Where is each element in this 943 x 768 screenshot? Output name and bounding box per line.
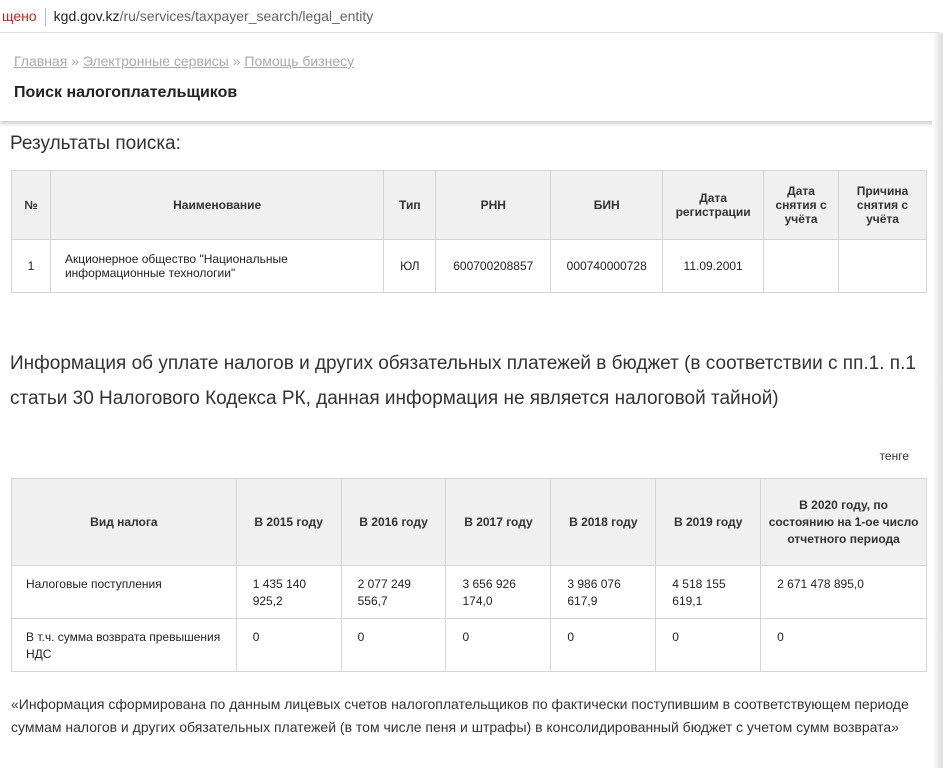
row-reg-date: 11.09.2001 [663,240,764,293]
col-reg-date: Дата регистрации [663,171,764,240]
col-tax-type: Вид налога [12,479,237,566]
col-name: Наименование [50,171,383,240]
tax-value: 0 [446,619,551,672]
row-dereg-reason [839,240,927,293]
tax-value: 3 986 076 617,9 [551,566,656,619]
page-edge-shadow [932,33,943,768]
row-name: Акционерное общество "Национальные информационные технологии" [50,240,383,293]
breadcrumb-business-help[interactable]: Помощь бизнесу [244,53,355,69]
footnote: «Информация сформирована по данным лицевых счетов налогоплательщиков по фактически поступившим в соответствующем периоде суммам налогов и других обязательных платежей (в том числе пеня и штрафы) в консолидированный бюджет с учетом сумм возврата» [11,696,909,735]
col-2019: В 2019 году [656,479,761,566]
col-type: Тип [384,171,436,240]
tax-row-label: В т.ч. сумма возврата превышения НДС [12,619,237,672]
col-rnn: РНН [436,171,551,240]
tax-value: 0 [761,619,927,672]
tax-value: 0 [656,619,761,672]
col-number: № [12,171,51,240]
col-2020: В 2020 году, по состоянию на 1-ое число отчетного периода [761,479,927,566]
col-bin: БИН [551,171,663,240]
results-heading: Результаты поиска: [10,133,181,154]
col-dereg-date: Дата снятия с учёта [764,171,839,240]
col-dereg-reason: Причина снятия с учёта [839,171,927,240]
page-header [0,33,938,121]
tax-value: 2 077 249 556,7 [341,566,446,619]
col-2017: В 2017 году [446,479,551,566]
results-header-row [12,171,927,240]
table-row [12,619,927,672]
row-type: ЮЛ [384,240,436,293]
tax-row-label: Налоговые поступления [12,566,237,619]
breadcrumb-e-services[interactable]: Электронные сервисы [82,53,229,69]
results-table [11,170,927,293]
url-path: /ru/services/taxpayer_search/legal_entity [119,8,374,24]
breadcrumb-home[interactable]: Главная [14,53,68,69]
tax-value: 0 [236,619,341,672]
row-rnn: 600700208857 [436,240,551,293]
col-2016: В 2016 году [341,479,446,566]
table-row [12,240,927,293]
tax-table [11,478,927,672]
breadcrumb-separator: » [71,53,79,69]
col-2015: В 2015 году [236,479,341,566]
row-dereg-date [764,240,839,293]
tax-value: 2 671 478 895,0 [761,566,927,619]
col-2018: В 2018 году [551,479,656,566]
row-bin: 000740000728 [551,240,663,293]
breadcrumb-separator: » [232,53,241,69]
tax-value: 0 [341,619,446,672]
breadcrumb [14,53,354,69]
page-title: Поиск налогоплательщиков [14,84,238,101]
url-host: kgd.gov.kz [53,8,120,24]
tax-info-heading: Информация об уплате налогов и других обязательных платежей в бюджет (в соответствии с пп.1. п.1 статьи 30 Налогового Кодекса РК, данная информация не является налоговой тайной) [10,353,916,409]
tax-value: 1 435 140 925,2 [236,566,341,619]
currency-label: тенге [879,449,909,463]
tax-value: 3 656 926 174,0 [446,566,551,619]
tax-value: 0 [551,619,656,672]
address-divider [45,8,46,26]
security-indicator[interactable]: щено [2,8,37,24]
row-number: 1 [12,240,51,293]
table-row [12,566,927,619]
tax-value: 4 518 155 619,1 [656,566,761,619]
tax-header-row [12,479,927,566]
address-bar[interactable] [0,0,940,33]
